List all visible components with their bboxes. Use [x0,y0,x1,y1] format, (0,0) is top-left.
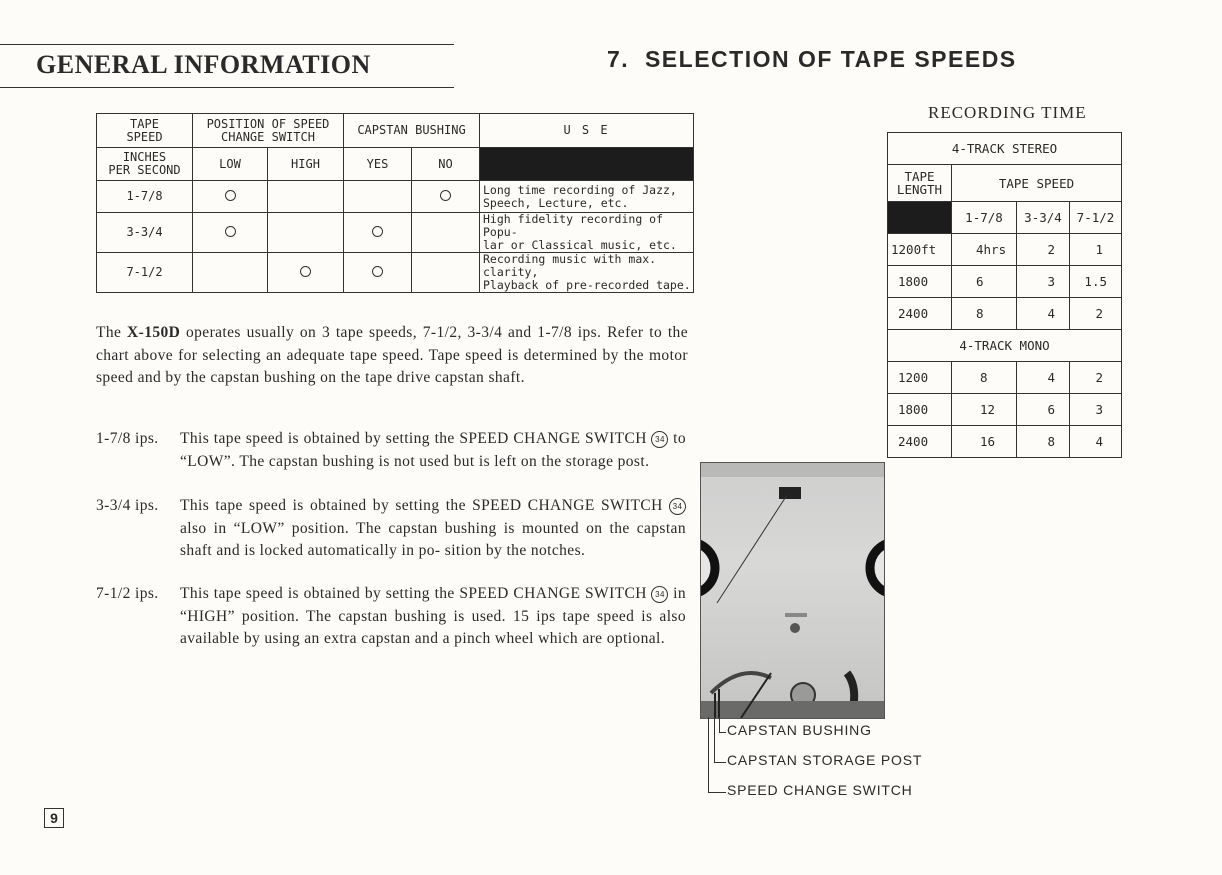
circle-mark-icon [225,226,236,237]
ips-label: 3-3/4 ips. [96,497,159,514]
intro-text-b: operates usually on 3 tape speeds, 7-1/2, 3-3/4 and 1-7/8 ips. Refer to the chart above for selecting an adequate tape speed. Tape speed is determined by the motor speed and by the capstan bushing on the tape drive capstan shaft. [96,324,688,386]
ips-text-a: This tape speed is obtained by setting the SPEED CHANGE SWITCH [180,430,652,447]
header-yes: YES [344,148,412,181]
mark-cell [268,253,344,293]
model-name: X-150D [127,324,181,341]
circle-mark-icon [300,266,311,277]
time-cell: 3 [1017,266,1070,298]
length-cell: 1200ft [888,234,952,266]
length-cell: 1800 [888,266,952,298]
time-cell: 8 [1017,426,1070,458]
time-cell: 4 [1017,362,1070,394]
circle-mark-icon [372,266,383,277]
use-cell: Long time recording of Jazz, Speech, Lecture, etc. [480,181,694,213]
speed-header: 3-3/4 [1017,202,1070,234]
time-cell: 12 [952,394,1017,426]
intro-paragraph [96,322,688,390]
caption-capstan-bushing: CAPSTAN BUSHING [727,722,872,738]
header-tape-speed: TAPE SPEED [97,114,193,148]
table-row [888,298,1122,330]
ips-description [180,583,686,651]
time-cell: 2 [1017,234,1070,266]
time-cell: 4 [1017,298,1070,330]
use-cell: Recording music with max. clarity, Playback of pre-recorded tape. [480,253,694,293]
time-cell: 8 [952,362,1017,394]
recording-time-title: RECORDING TIME [928,103,1087,122]
time-cell: 2 [1070,298,1122,330]
tape-deck-photo [700,462,885,719]
header-no: NO [412,148,480,181]
time-cell: 6 [952,266,1017,298]
table-row [97,213,694,253]
switch-number-icon: 34 [651,431,668,448]
speed-cell: 3-3/4 [97,213,193,253]
table-row [888,394,1122,426]
time-cell: 4hrs [952,234,1017,266]
speed-header: 7-1/2 [1070,202,1122,234]
switch-number-icon: 34 [669,498,686,515]
ips-label: 7-1/2 ips. [96,585,159,602]
header-use: U S E [480,114,694,148]
header-tape-length: TAPE LENGTH [888,165,952,202]
time-cell: 1 [1070,234,1122,266]
page-number: 9 [44,808,64,828]
length-cell: 1800 [888,394,952,426]
caption-leader-line [708,717,726,793]
circle-mark-icon [225,190,236,201]
header-capstan-bushing: CAPSTAN BUSHING [344,114,480,148]
empty-cell [193,253,268,293]
empty-cell [268,213,344,253]
header-tape-speed: TAPE SPEED [952,165,1122,202]
table-row [888,426,1122,458]
header-high: HIGH [268,148,344,181]
tape-deck-illustration [701,463,884,718]
switch-number-icon: 34 [651,586,668,603]
caption-capstan-storage-post: CAPSTAN STORAGE POST [727,752,923,768]
empty-cell [412,253,480,293]
length-header-fill [888,202,952,234]
mono-label: 4-TRACK MONO [888,330,1122,362]
empty-cell [268,181,344,213]
mark-cell [193,181,268,213]
section-title: 7. SELECTION OF TAPE SPEEDS [607,46,1017,72]
empty-cell [412,213,480,253]
time-cell: 4 [1070,426,1122,458]
time-cell: 6 [1017,394,1070,426]
use-cell: High fidelity recording of Popu- lar or Classical music, etc. [480,213,694,253]
speed-selection-table [96,113,694,293]
caption-speed-change-switch: SPEED CHANGE SWITCH [727,782,913,798]
ips-label: 1-7/8 ips. [96,430,159,447]
time-cell: 2 [1070,362,1122,394]
table-row [888,234,1122,266]
length-cell: 1200 [888,362,952,394]
ips-description [180,495,686,563]
mark-cell [344,253,412,293]
time-cell: 16 [952,426,1017,458]
speed-cell: 1-7/8 [97,181,193,213]
circle-mark-icon [372,226,383,237]
table-row [97,253,694,293]
ips-text-b: also in “LOW” position. The capstan bushing is mounted on the capstan shaft and is locked automatically in po- sition by the notches. [180,519,686,559]
length-cell: 2400 [888,298,952,330]
header-switch-position: POSITION OF SPEED CHANGE SWITCH [193,114,344,148]
header-low: LOW [193,148,268,181]
time-cell: 8 [952,298,1017,330]
mark-cell [193,213,268,253]
table-row [97,181,694,213]
table-row [888,362,1122,394]
ips-text-b: in “HIGH” position. The capstan bushing is used. 15 ips tape speed is also available by using an extra capstan and a pinch wheel which are optional. [180,585,686,647]
time-cell: 1.5 [1070,266,1122,298]
ips-text-b: to “LOW”. The capstan bushing is not used but is left on the storage post. [180,430,686,470]
speed-cell: 7-1/2 [97,253,193,293]
time-cell: 3 [1070,394,1122,426]
ips-text-a: This tape speed is obtained by setting the SPEED CHANGE SWITCH [180,585,652,602]
ips-description [180,428,686,473]
stereo-label: 4-TRACK STEREO [888,133,1122,165]
empty-cell [344,181,412,213]
header-title: GENERAL INFORMATION [36,50,371,79]
mark-cell [344,213,412,253]
recording-time-table [887,132,1122,458]
speed-header: 1-7/8 [952,202,1017,234]
intro-text-a: The [96,324,128,341]
header-ips: INCHES PER SECOND [97,148,193,181]
mark-cell [412,181,480,213]
circle-mark-icon [440,190,451,201]
length-cell: 2400 [888,426,952,458]
ips-text-a: This tape speed is obtained by setting the SPEED CHANGE SWITCH [180,497,669,514]
use-header-fill [480,148,694,181]
table-row [888,266,1122,298]
